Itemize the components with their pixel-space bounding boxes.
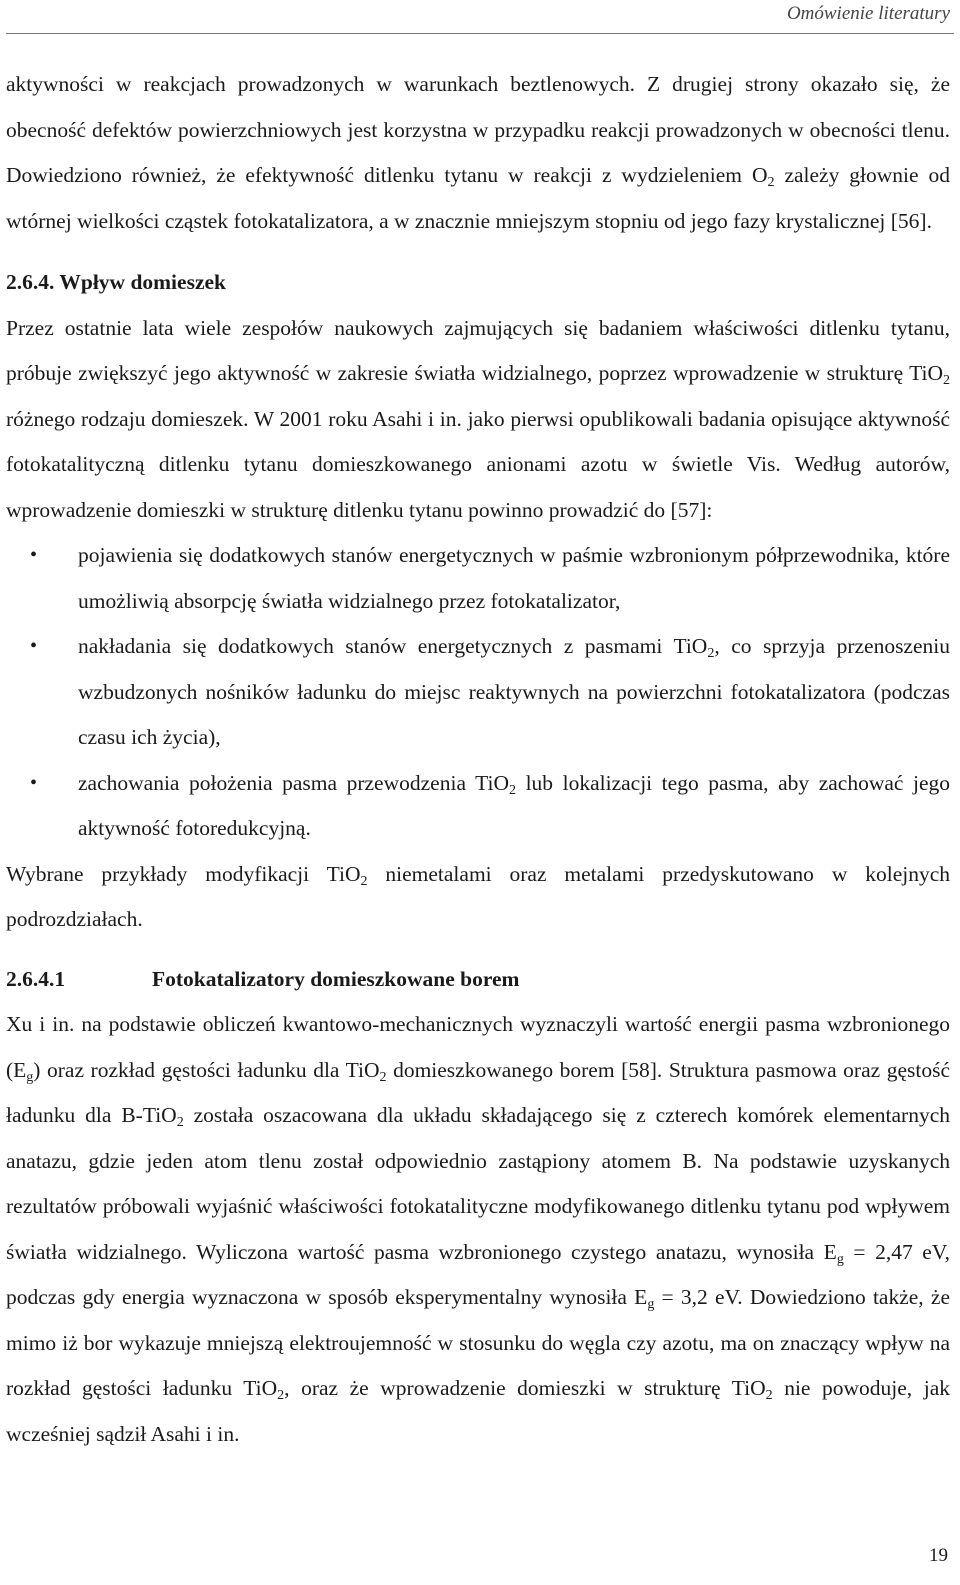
paragraph-3: Wybrane przykłady modyfikacji TiO$_2$ niemetalami oraz metalami przedyskutowano w kolejnych podrozdziałach. (6, 861, 951, 931)
paragraph-2: Przez ostatnie lata wiele zespołów naukowych zajmujących się badaniem właściwości ditlenku tytanu, próbuje zwiększyć jego aktywność w zakresie światła widzialnego, poprzez wprowadzenie w strukturę TiO$_2$ różnego rodzaju domieszek. W 2001 roku Asahi i in. jako pierwsi opublikowali badania opisujące aktywność fotokatalityczną ditlenku tytanu domieszkowanego anionami azotu w świetle Vis. Według autorów, wprowadzenie domieszki w strukturę ditlenku tytanu powinno prowadzić do [57]: (6, 315, 950, 522)
subsection-number: 2.6.4.1 (6, 966, 66, 991)
list-item: • zachowania położenia pasma przewodzenia TiO$_2$ lub lokalizacji tego pasma, aby zachować jego aktywność fotoredukcyjną. (6, 761, 950, 852)
header-rule (6, 33, 954, 34)
paragraph-1: aktywności w reakcjach prowadzonych w warunkach beztlenowych. Z drugiej strony okazało się, że obecność defektów powierzchniowych jest korzystna w przypadku reakcji prowadzonych w obecności tlenu. Dowiedziono również, że efektywność ditlenku tytanu w reakcji z wydzieleniem $O_2$ zależy głownie od wtórnej wielkości cząstek fotokatalizatora, a w znacznie mniejszym stopniu od jego fazy krystalicznej [56]. (6, 72, 950, 233)
section-heading: 2.6.4. Wpływ domieszek (6, 270, 226, 294)
page-number: 19 (929, 1545, 948, 1566)
bullet-list (6, 533, 950, 852)
list-item: • pojawienia się dodatkowych stanów energetycznych w paśmie wzbronionym półprzewodnika, które umożliwią absorpcję światła widzialnego przez fotokatalizator, (6, 533, 950, 624)
subsection-heading (6, 957, 950, 1003)
page-body (6, 62, 950, 1457)
bullet-marker: • (30, 544, 38, 566)
running-header-title: Omówienie literatury (786, 3, 950, 24)
list-item: • nakładania się dodatkowych stanów energetycznych z pasmami TiO$_2$, co sprzyja przenoszeniu wzbudzonych nośników ładunku do miejsc reaktywnych na powierzchni fotokatalizatora (podczas czasu ich życia), (6, 624, 950, 761)
subsection-title: Fotokatalizatory domieszkowane borem (152, 966, 520, 991)
bullet-marker: • (30, 771, 38, 794)
bullet-marker: • (30, 635, 38, 657)
paragraph-4: Xu i in. na podstawie obliczeń kwantowo-mechanicznych wyznaczyli wartość energii pasma wzbronionego $(E_g)$ oraz rozkład gęstości ładunku dla TiO$_2$ domieszkowanego borem [58]. Struktura pasmowa oraz gęstość ładunku dla B-TiO$_2$ została oszacowana dla układu składającego się z czterech komórek elementarnych anatazu, gdzie jeden atom tlenu został odpowiednio zastąpiony atomem B. Na podstawie uzyskanych rezultatów próbowali wyjaśnić właściwości fotokatalityczne modyfikowanego ditlenku tytanu pod wpływem światła widzialnego. Wyliczona wartość pasma wzbronionego czystego anatazu, wynosiła $E_g = 2,47$ eV, podczas gdy energia wyznaczona w sposób eksperymentalny wynosiła $E_g = 3,2$ eV. Dowiedziono także, że mimo iż bor wykazuje mniejszą elektroujemność w stosunku do węgla czy azotu, ma on znaczący wpływ na rozkład gęstości ładunku TiO$_2$, oraz że wprowadzenie domieszki w strukturę TiO$_2$ nie powoduje, jak wcześniej sądził Asahi i in. (6, 1012, 950, 1446)
page-header (0, 0, 960, 42)
